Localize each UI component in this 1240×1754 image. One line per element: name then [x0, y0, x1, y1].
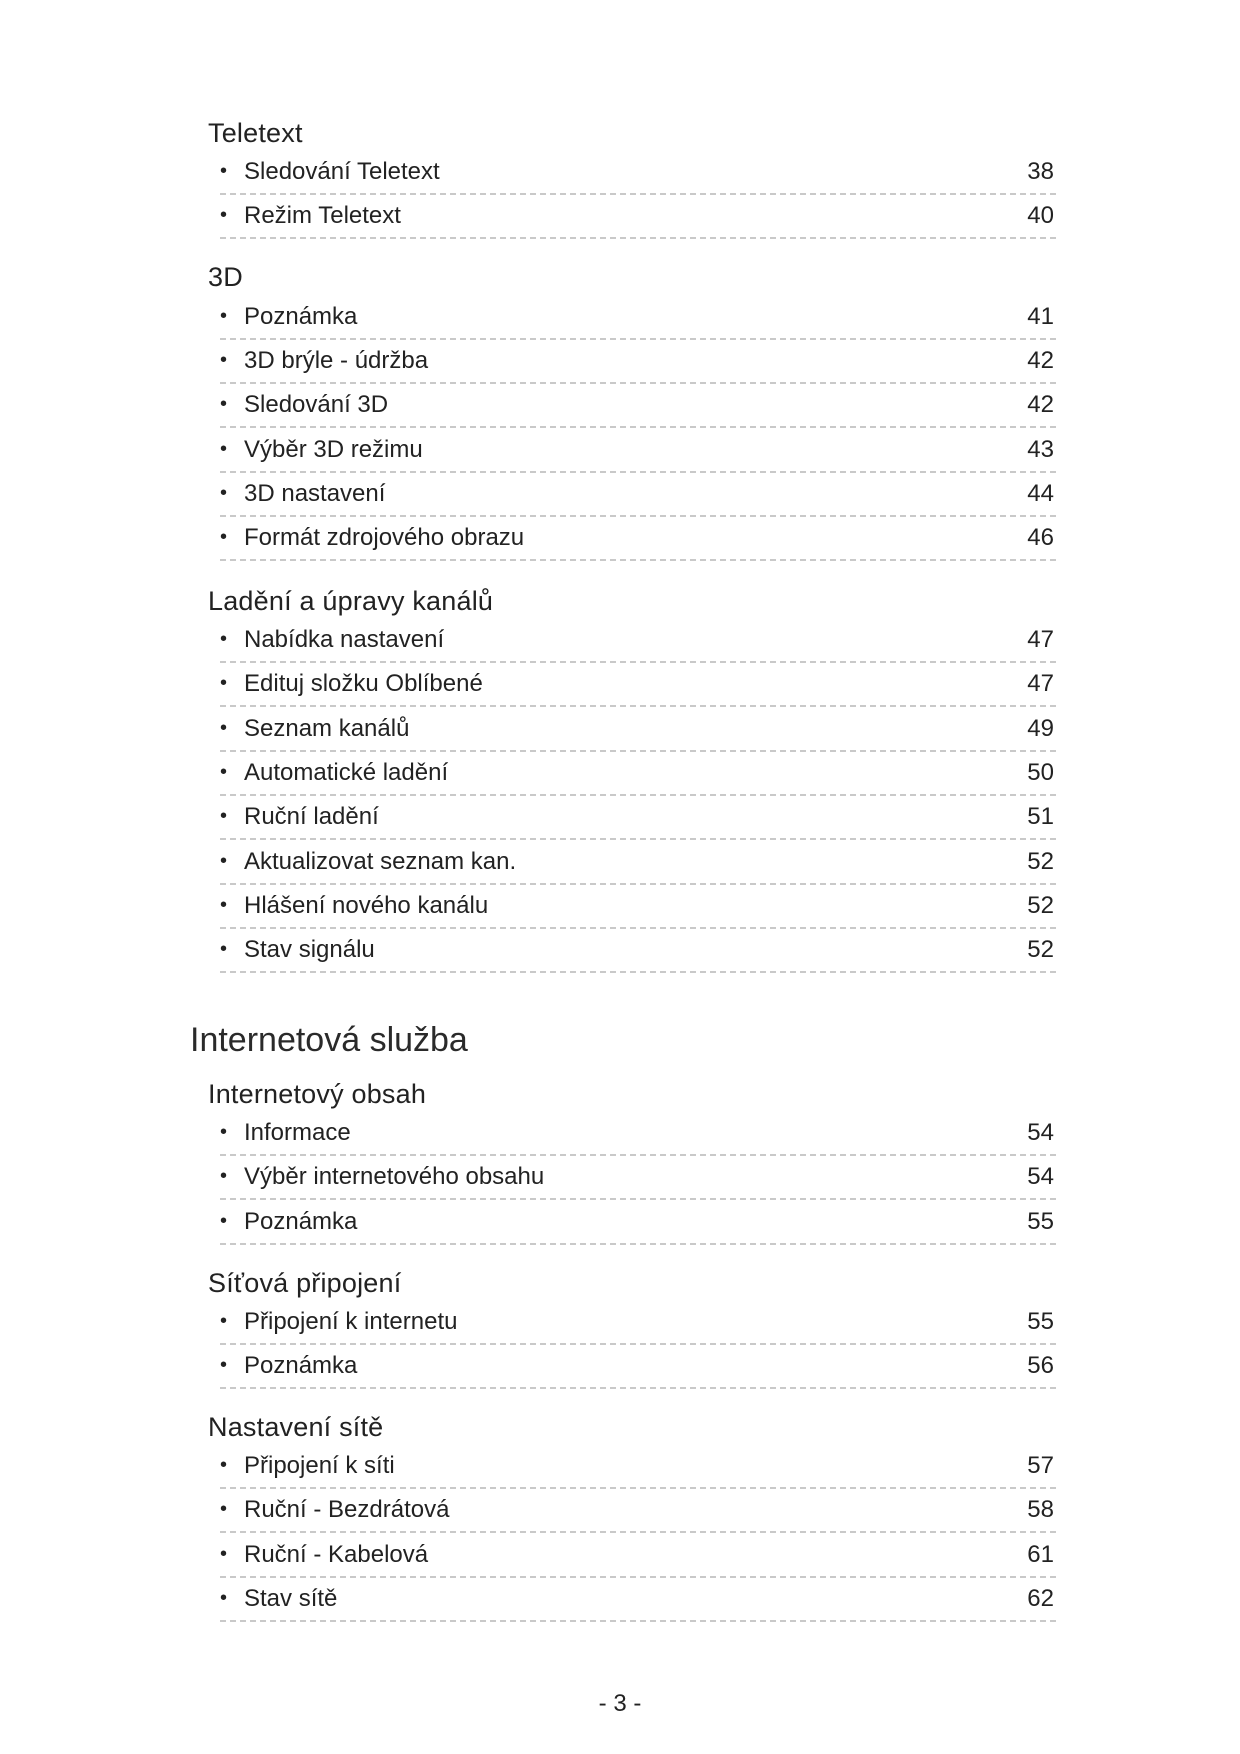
entry-label: Stav signálu — [244, 935, 375, 963]
entry-label: Hlášení nového kanálu — [244, 891, 489, 919]
bullet-icon: • — [220, 1587, 228, 1609]
entry-page-number: 47 — [1027, 669, 1054, 697]
toc-entry[interactable] — [220, 1444, 1056, 1489]
bullet-icon: • — [220, 204, 228, 226]
toc-entry[interactable] — [220, 472, 1056, 517]
toc-entry[interactable] — [220, 1155, 1056, 1200]
section-title-channel-tuning: Ladění a úpravy kanálů — [208, 586, 494, 616]
entry-label: Stav sítě — [244, 1584, 338, 1612]
entry-page-number: 58 — [1027, 1495, 1054, 1523]
entry-page-number: 49 — [1027, 714, 1054, 742]
section-title-3d: 3D — [208, 262, 243, 292]
entry-label: Ruční - Bezdrátová — [244, 1495, 450, 1523]
entry-page-number: 38 — [1027, 157, 1054, 185]
entry-label: Poznámka — [244, 302, 358, 330]
toc-entry[interactable] — [220, 1300, 1056, 1345]
entry-label: Připojení k síti — [244, 1451, 395, 1479]
bullet-icon: • — [220, 628, 228, 650]
entry-label: Informace — [244, 1118, 351, 1146]
entry-label: 3D nastavení — [244, 479, 386, 507]
bullet-icon: • — [220, 1543, 228, 1565]
toc-entry[interactable] — [220, 840, 1056, 885]
entry-page-number: 52 — [1027, 847, 1054, 875]
entry-label: Režim Teletext — [244, 201, 401, 229]
entry-page-number: 46 — [1027, 523, 1054, 551]
toc-entry[interactable] — [220, 383, 1056, 428]
section-title-network-connections: Síťová připojení — [208, 1268, 402, 1298]
bullet-icon: • — [220, 717, 228, 739]
entry-page-number: 55 — [1027, 1207, 1054, 1235]
bullet-icon: • — [220, 438, 228, 460]
entry-label: Edituj složku Oblíbené — [244, 669, 483, 697]
entry-page-number: 52 — [1027, 935, 1054, 963]
entry-page-number: 52 — [1027, 891, 1054, 919]
bullet-icon: • — [220, 1498, 228, 1520]
entry-page-number: 54 — [1027, 1118, 1054, 1146]
entry-label: Automatické ladění — [244, 758, 449, 786]
toc-entry[interactable] — [220, 1344, 1056, 1389]
entry-page-number: 47 — [1027, 625, 1054, 653]
bullet-icon: • — [220, 482, 228, 504]
entry-label: Poznámka — [244, 1207, 358, 1235]
toc-entry[interactable] — [220, 1488, 1056, 1533]
entry-label: 3D brýle - údržba — [244, 346, 429, 374]
page-number: - 3 - — [598, 1690, 642, 1717]
toc-entry[interactable] — [220, 194, 1056, 239]
entry-page-number: 42 — [1027, 346, 1054, 374]
entry-page-number: 51 — [1027, 802, 1054, 830]
toc-entry[interactable] — [220, 884, 1056, 929]
toc-entry[interactable] — [220, 618, 1056, 663]
section-title-internet-content: Internetový obsah — [208, 1079, 427, 1109]
toc-entry[interactable] — [220, 339, 1056, 384]
bullet-icon: • — [220, 393, 228, 415]
entry-label: Nabídka nastavení — [244, 625, 445, 653]
entry-label: Formát zdrojového obrazu — [244, 523, 525, 551]
entry-label: Poznámka — [244, 1351, 358, 1379]
chapter-title: Internetová služba — [190, 1021, 468, 1059]
entry-page-number: 55 — [1027, 1307, 1054, 1335]
entry-page-number: 62 — [1027, 1584, 1054, 1612]
entry-label: Výběr 3D režimu — [244, 435, 423, 463]
toc-entry[interactable] — [220, 150, 1056, 195]
entry-label: Výběr internetového obsahu — [244, 1162, 545, 1190]
bullet-icon: • — [220, 1121, 228, 1143]
entry-page-number: 43 — [1027, 435, 1054, 463]
section-title-network-settings: Nastavení sítě — [208, 1412, 384, 1442]
bullet-icon: • — [220, 1454, 228, 1476]
toc-entry[interactable] — [220, 1577, 1056, 1622]
toc-entry[interactable] — [220, 707, 1056, 752]
toc-entry[interactable] — [220, 751, 1056, 796]
entry-label: Sledování 3D — [244, 390, 389, 418]
entry-page-number: 41 — [1027, 302, 1054, 330]
entry-page-number: 40 — [1027, 201, 1054, 229]
entry-page-number: 56 — [1027, 1351, 1054, 1379]
toc-entry[interactable] — [220, 928, 1056, 973]
entry-label: Sledování Teletext — [244, 157, 440, 185]
bullet-icon: • — [220, 805, 228, 827]
toc-entry[interactable] — [220, 516, 1056, 561]
toc-entry[interactable] — [220, 1533, 1056, 1578]
entry-page-number: 44 — [1027, 479, 1054, 507]
entry-page-number: 61 — [1027, 1540, 1054, 1568]
toc-entry[interactable] — [220, 662, 1056, 707]
toc-entry[interactable] — [220, 428, 1056, 473]
bullet-icon: • — [220, 1210, 228, 1232]
bullet-icon: • — [220, 894, 228, 916]
bullet-icon: • — [220, 938, 228, 960]
toc-entry[interactable] — [220, 795, 1056, 840]
bullet-icon: • — [220, 349, 228, 371]
section-title-teletext: Teletext — [208, 118, 303, 148]
entry-page-number: 50 — [1027, 758, 1054, 786]
bullet-icon: • — [220, 672, 228, 694]
entry-page-number: 54 — [1027, 1162, 1054, 1190]
bullet-icon: • — [220, 1354, 228, 1376]
bullet-icon: • — [220, 305, 228, 327]
bullet-icon: • — [220, 850, 228, 872]
toc-entry[interactable] — [220, 295, 1056, 340]
bullet-icon: • — [220, 761, 228, 783]
bullet-icon: • — [220, 160, 228, 182]
entry-label: Ruční ladění — [244, 802, 379, 830]
entry-label: Připojení k internetu — [244, 1307, 458, 1335]
entry-label: Seznam kanálů — [244, 714, 410, 742]
bullet-icon: • — [220, 1165, 228, 1187]
entry-page-number: 57 — [1027, 1451, 1054, 1479]
entry-label: Ruční - Kabelová — [244, 1540, 429, 1568]
bullet-icon: • — [220, 1310, 228, 1332]
entry-page-number: 42 — [1027, 390, 1054, 418]
toc-entry[interactable] — [220, 1111, 1056, 1156]
bullet-icon: • — [220, 526, 228, 548]
entry-label: Aktualizovat seznam kan. — [244, 847, 517, 875]
toc-entry[interactable] — [220, 1200, 1056, 1245]
